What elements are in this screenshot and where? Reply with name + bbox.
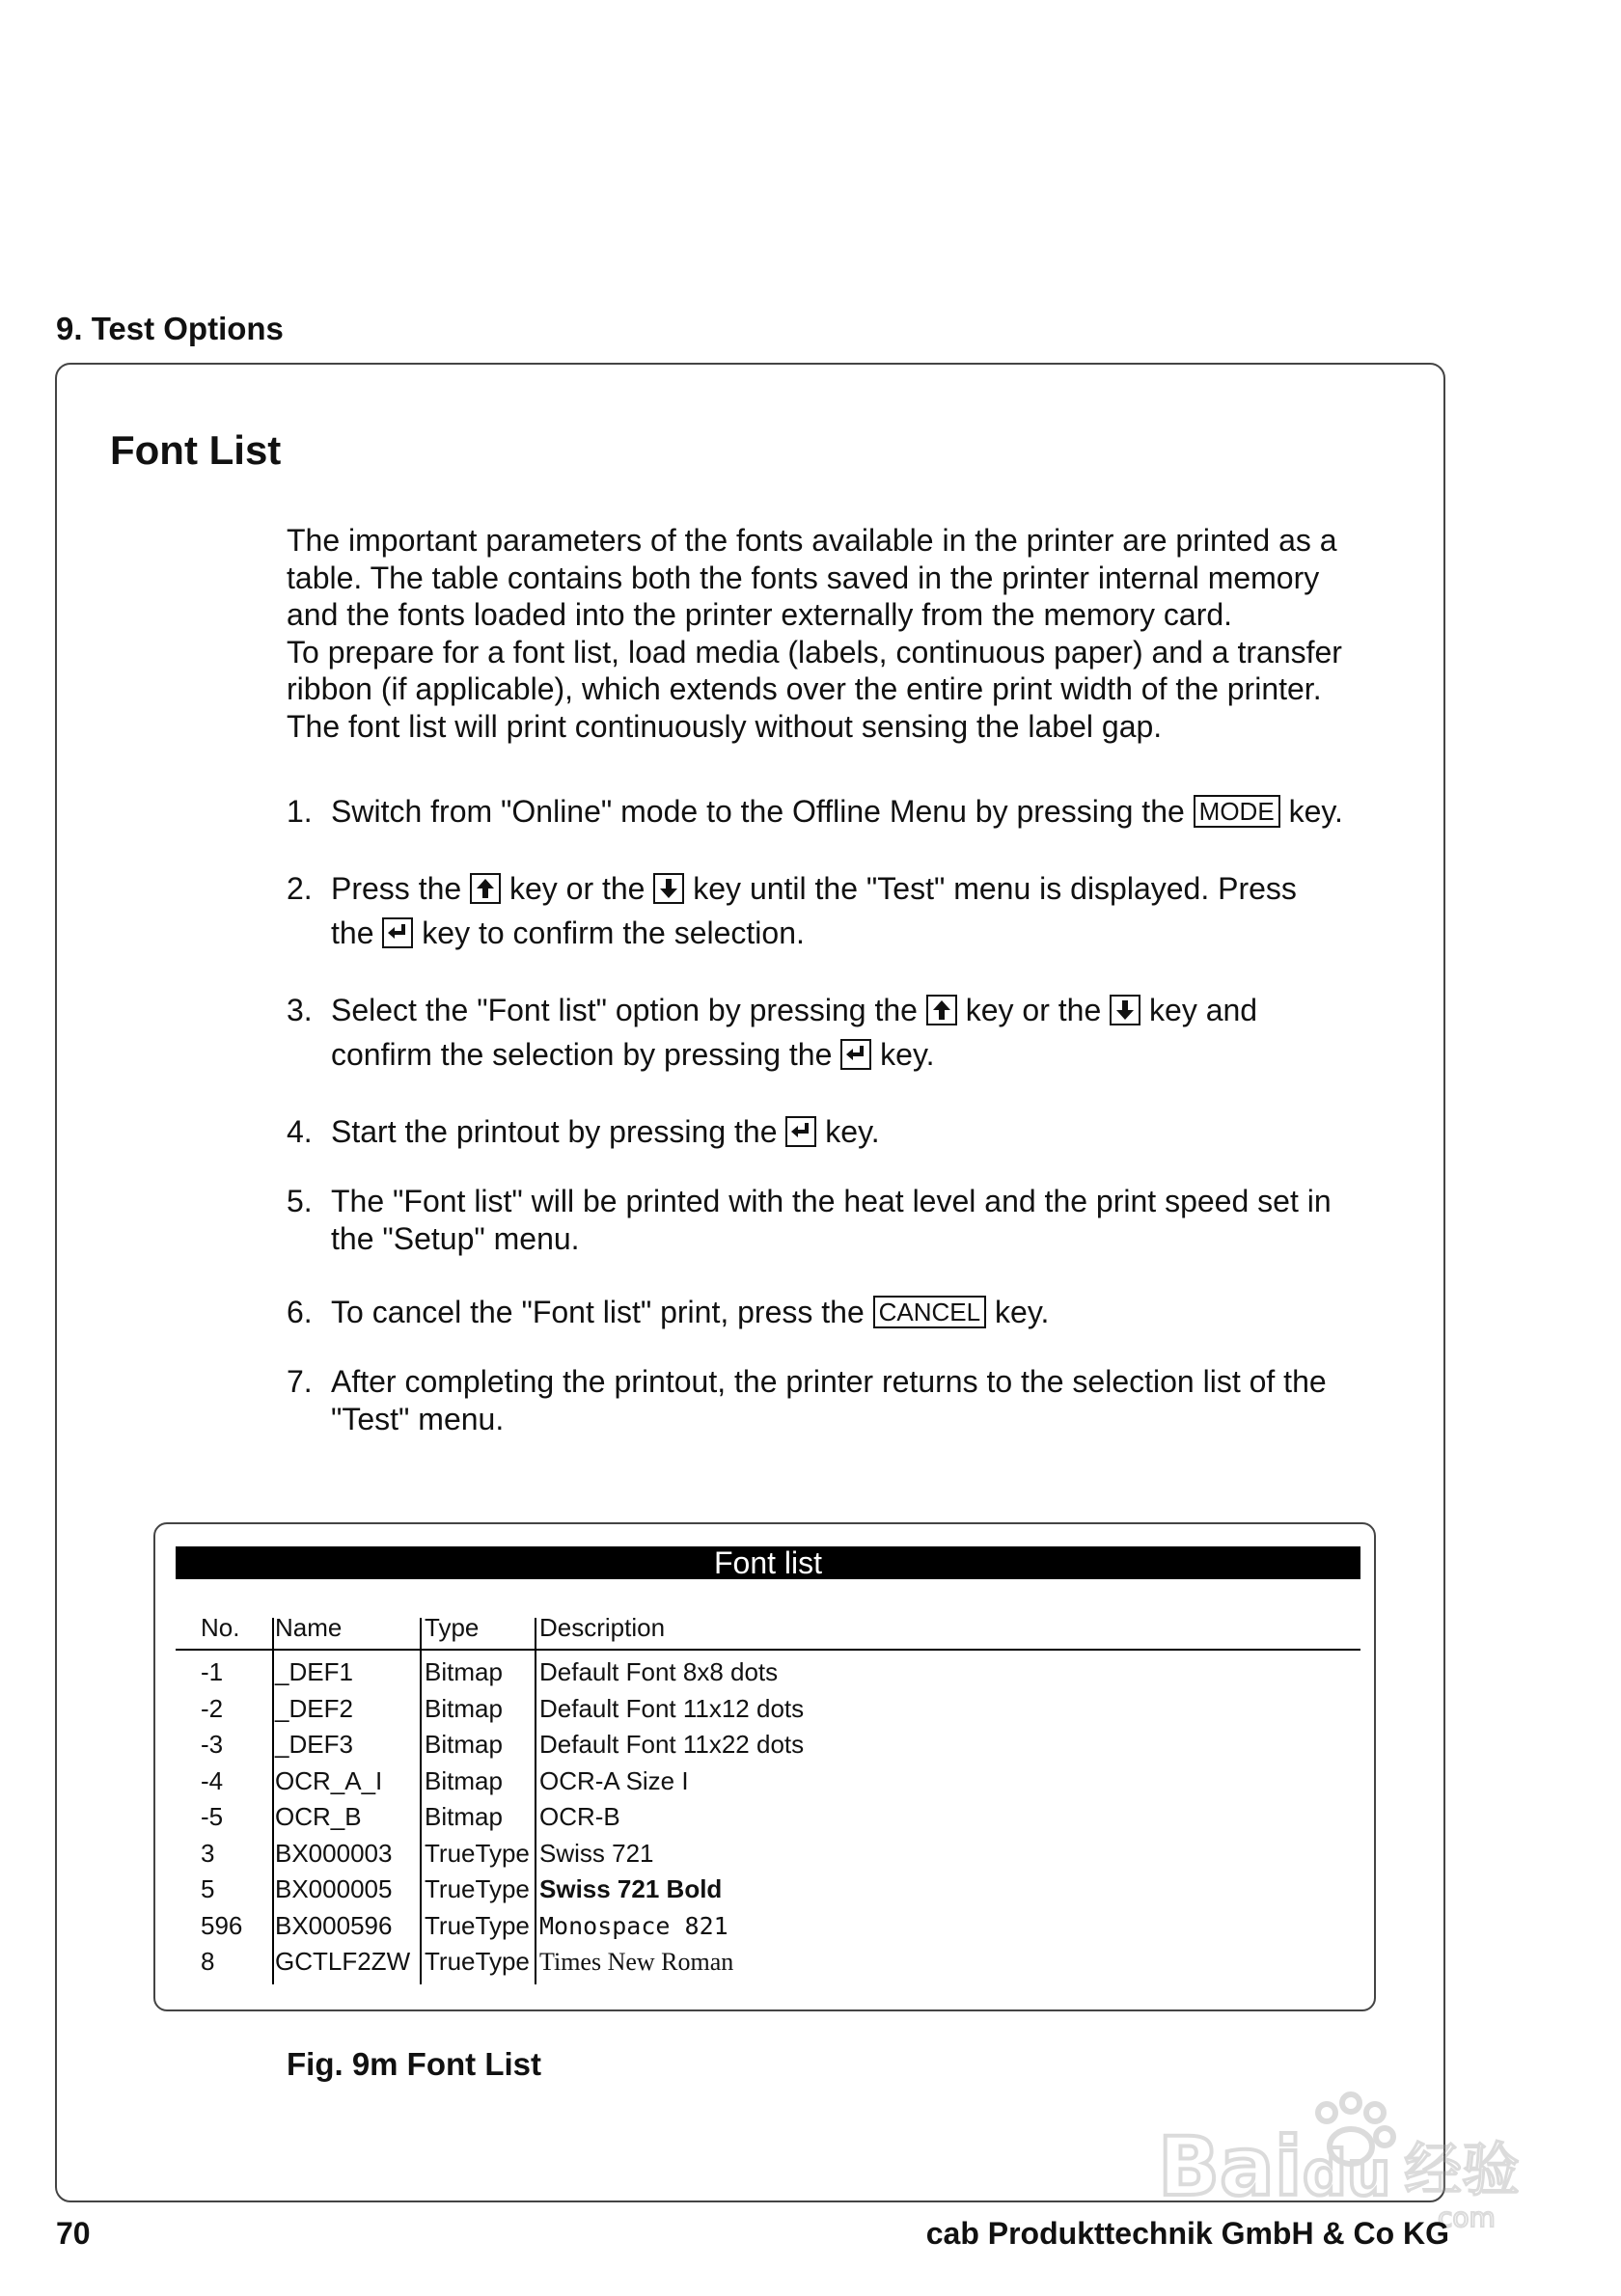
step-text: Select the "Font list" option by pressing the <box>331 993 926 1027</box>
table-row <box>176 1799 1360 1836</box>
cell-no: -1 <box>201 1657 224 1686</box>
step-1 <box>287 789 1396 834</box>
step-number: 2. <box>287 871 313 906</box>
step-text: The "Font list" will be printed with the heat level and the print speed set in <box>331 1184 1332 1218</box>
font-list-table <box>176 1606 1360 1981</box>
cell-name: GCTLF2ZW <box>275 1947 411 1976</box>
cell-type: Bitmap <box>425 1730 503 1759</box>
header-name: Name <box>275 1613 343 1642</box>
header-type: Type <box>425 1613 480 1642</box>
cell-description: Times New Roman <box>539 1948 734 1976</box>
cell-no: 5 <box>201 1874 215 1903</box>
table-row <box>176 1654 1360 1691</box>
cell-type: TrueType <box>425 1947 530 1976</box>
intro-line: The important parameters of the fonts available in the printer are printed as a <box>287 523 1337 558</box>
step-text: key until the "Test" menu is displayed. Press <box>684 871 1297 906</box>
step-number: 3. <box>287 993 313 1027</box>
step-text: To cancel the "Font list" print, press the <box>331 1295 873 1329</box>
cell-description: Swiss 721 <box>539 1838 654 1868</box>
cell-name: _DEF3 <box>275 1730 353 1759</box>
cell-type: Bitmap <box>425 1802 503 1831</box>
enter-key-icon <box>840 1039 871 1070</box>
step-text: "Test" menu. <box>331 1401 505 1436</box>
cell-type: TrueType <box>425 1874 530 1903</box>
cell-description: OCR-A Size I <box>539 1765 689 1795</box>
table-row <box>176 1727 1360 1763</box>
cell-description: Monospace 821 <box>539 1911 728 1940</box>
cell-description: Default Font 8x8 dots <box>539 1657 779 1686</box>
step-2 <box>287 866 1396 955</box>
cancel-key: CANCEL <box>873 1296 986 1328</box>
step-text: the "Setup" menu. <box>331 1220 580 1256</box>
arrow-down-key-icon <box>1110 995 1140 1025</box>
step-6 <box>287 1290 1396 1334</box>
svg-text:com: com <box>1438 2201 1496 2228</box>
table-row <box>176 1872 1360 1908</box>
arrow-down-key-icon <box>653 873 684 904</box>
arrow-up-key-icon <box>470 873 501 904</box>
intro-line: and the fonts loaded into the printer externally from the memory card. <box>287 597 1233 632</box>
cell-no: -5 <box>201 1802 224 1831</box>
step-text: key and <box>1140 993 1258 1027</box>
cell-description: OCR-B <box>539 1802 620 1831</box>
table-row <box>176 1691 1360 1728</box>
step-number: 4. <box>287 1114 313 1149</box>
step-number: 6. <box>287 1295 313 1329</box>
intro-paragraph <box>287 522 1396 745</box>
cell-description: Default Font 11x22 dots <box>539 1730 805 1759</box>
step-7 <box>287 1363 1396 1437</box>
header-description: Description <box>539 1613 666 1642</box>
figure-caption: Fig. 9m Font List <box>287 2046 541 2082</box>
step-text: key or the <box>501 871 654 906</box>
steps-list <box>287 789 1396 1437</box>
enter-key-icon <box>382 917 413 948</box>
step-text: the <box>331 916 383 950</box>
cell-name: OCR_B <box>275 1802 362 1831</box>
cell-no: -4 <box>201 1765 224 1795</box>
step-text: confirm the selection by pressing the <box>331 1037 841 1072</box>
svg-text:Bai: Bai <box>1158 2119 1303 2214</box>
table-row <box>176 1908 1360 1945</box>
cell-name: OCR_A_I <box>275 1765 383 1795</box>
cell-type: Bitmap <box>425 1657 503 1686</box>
page-number: 70 <box>56 2216 91 2251</box>
step-text: Switch from "Online" mode to the Offline Menu by pressing the <box>331 794 1194 829</box>
step-4 <box>287 1109 1396 1154</box>
step-text: key or the <box>956 993 1111 1027</box>
step-number: 5. <box>287 1184 313 1218</box>
font-list-title: Font list <box>176 1546 1360 1579</box>
step-number: 1. <box>287 794 313 829</box>
mode-key: MODE <box>1194 795 1280 828</box>
step-text: After completing the printout, the printer returns to the selection list of the <box>331 1364 1327 1399</box>
watermark-logo-icon <box>1158 2084 1544 2228</box>
cell-name: BX000005 <box>275 1874 393 1903</box>
table-row <box>176 1944 1360 1981</box>
cell-type: Bitmap <box>425 1693 503 1723</box>
cell-name: BX000003 <box>275 1838 393 1868</box>
cell-type: TrueType <box>425 1910 530 1940</box>
step-text: key. <box>871 1037 935 1072</box>
step-number: 7. <box>287 1364 313 1399</box>
table-row <box>176 1836 1360 1872</box>
cell-no: 596 <box>201 1910 243 1940</box>
step-text: key. <box>1279 794 1343 829</box>
step-3 <box>287 988 1396 1077</box>
cell-description: Default Font 11x12 dots <box>539 1693 805 1723</box>
cell-name: _DEF2 <box>275 1693 353 1723</box>
cell-description: Swiss 721 Bold <box>539 1874 723 1903</box>
table-row <box>176 1763 1360 1800</box>
cell-type: Bitmap <box>425 1765 503 1795</box>
publisher-name: cab Produkttechnik GmbH & Co KG <box>925 2216 1449 2251</box>
arrow-up-key-icon <box>926 995 957 1025</box>
intro-line: To prepare for a font list, load media (labels, continuous paper) and a transfer <box>287 634 1342 670</box>
cell-type: TrueType <box>425 1838 530 1868</box>
step-text: Press the <box>331 871 471 906</box>
cell-no: -2 <box>201 1693 224 1723</box>
svg-text:经验: 经验 <box>1404 2137 1520 2204</box>
step-text: Start the printout by pressing the <box>331 1114 786 1149</box>
page-title: Font List <box>110 427 282 473</box>
cell-no: 3 <box>201 1838 215 1868</box>
intro-line: ribbon (if applicable), which extends over the entire print width of the printer. <box>287 671 1322 706</box>
cell-no: 8 <box>201 1947 215 1976</box>
step-text: key. <box>986 1295 1050 1329</box>
step-5 <box>287 1183 1396 1257</box>
cell-no: -3 <box>201 1730 224 1759</box>
cell-name: _DEF1 <box>275 1657 353 1686</box>
intro-line: table. The table contains both the fonts saved in the printer internal memory <box>287 560 1320 595</box>
step-text: key to confirm the selection. <box>413 916 805 950</box>
step-text: key. <box>816 1114 880 1149</box>
enter-key-icon <box>785 1116 816 1147</box>
header-no: No. <box>201 1613 240 1642</box>
section-header: 9. Test Options <box>56 311 284 346</box>
cell-name: BX000596 <box>275 1910 393 1940</box>
table-header <box>176 1606 1360 1651</box>
svg-text:du: du <box>1303 2139 1391 2210</box>
intro-line: The font list will print continuously without sensing the label gap. <box>287 708 1163 744</box>
